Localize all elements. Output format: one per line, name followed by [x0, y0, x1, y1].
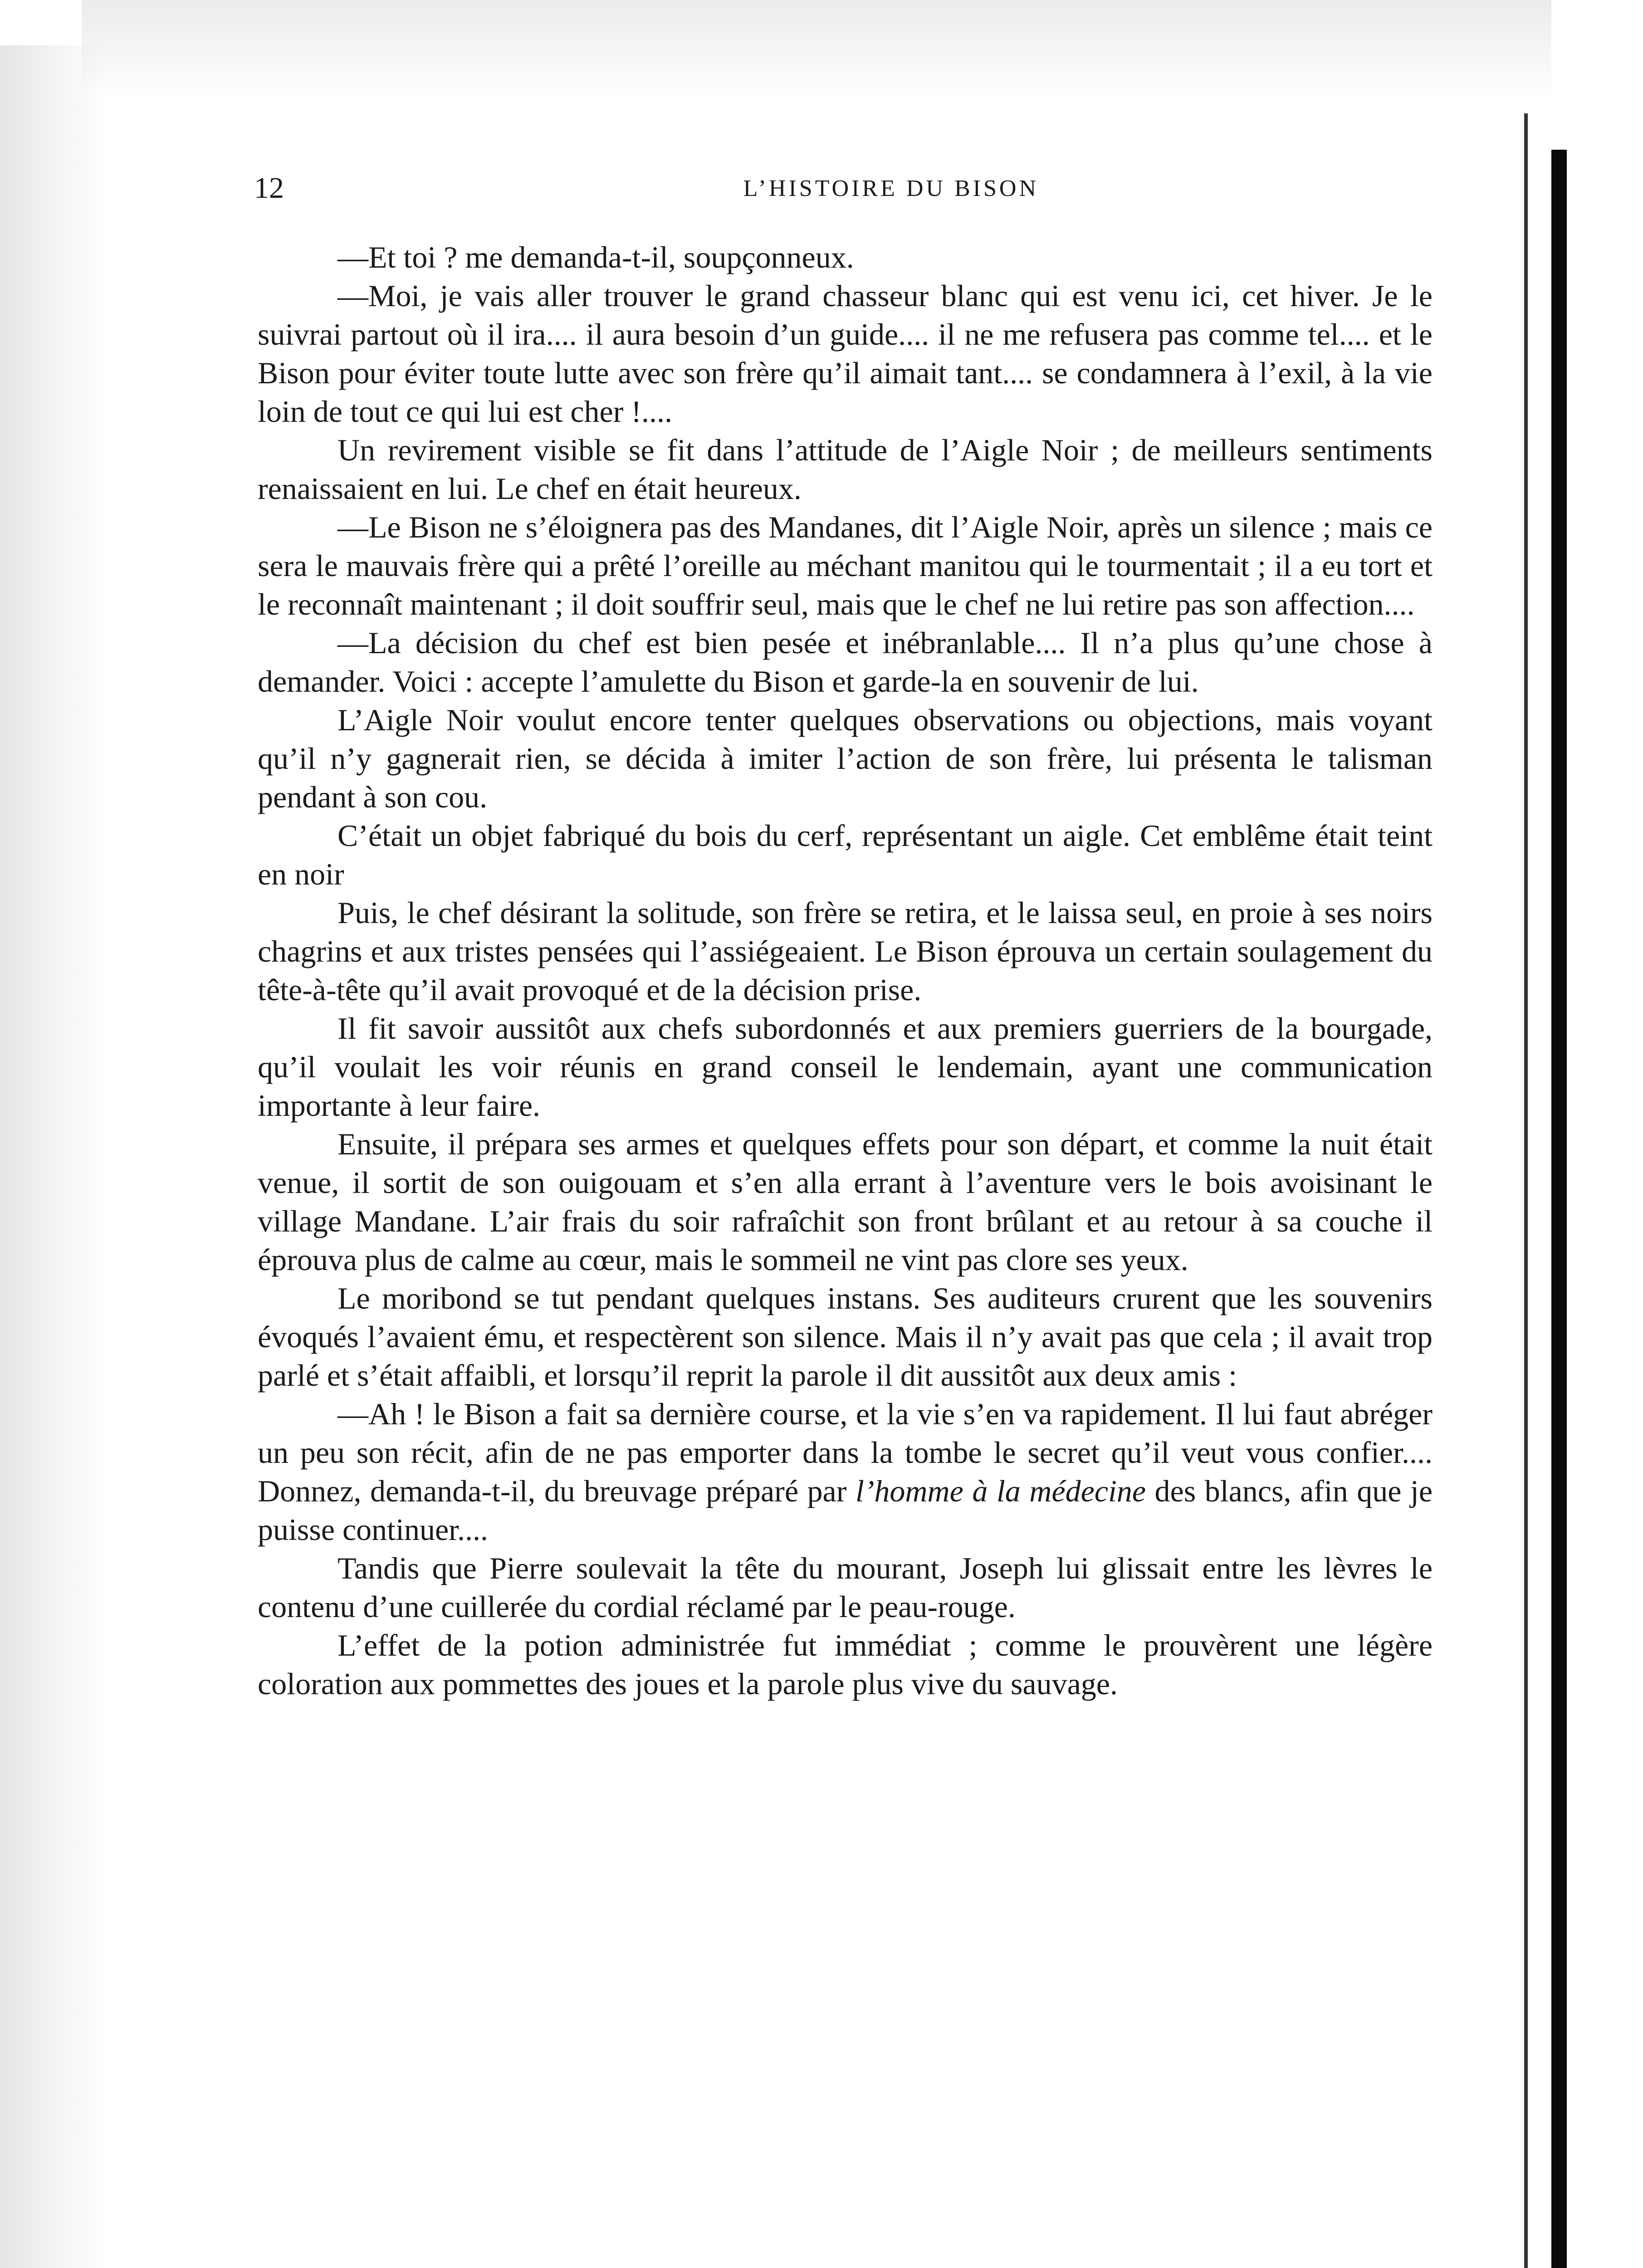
paragraph: Le moribond se tut pendant quelques instans. Ses auditeurs crurent que les souvenirs évoqués l’avaient ému, et respectèrent son silence. Mais il n’y avait pas que cela ; il avait trop parlé et s’était affaibli, et lorsqu’il reprit la parole il dit aussitôt aux deux amis : [258, 1281, 1433, 1393]
paragraph: —Et toi ? me demanda-t-il, soupçonneux. [337, 240, 854, 274]
binding-edge [1551, 150, 1567, 2268]
page-edge-line [1524, 113, 1528, 2268]
paragraph: Il fit savoir aussitôt aux chefs subordonnés et aux premiers guerriers de la bourgade, qu’il voulait les voir réunis en grand conseil le lendemain, ayant une communication importante à leur faire. [258, 1011, 1433, 1123]
paragraph: C’était un objet fabriqué du bois du cerf, représentant un aigle. Cet emblême était teint en noir [258, 818, 1433, 891]
running-title: L’HISTOIRE DU BISON [743, 175, 1039, 201]
paragraph: Un revirement visible se fit dans l’attitude de l’Aigle Noir ; de meilleurs sentiments renaissaient en lui. Le chef en était heureux. [258, 433, 1433, 506]
paragraph-text: des blancs, afin que je puisse continuer.... [258, 1474, 1433, 1547]
paragraph [258, 1395, 1433, 1549]
scan-shadow-left [0, 45, 104, 2268]
running-head [254, 168, 1093, 209]
paragraph-text: —Ah ! le Bison a fait sa dernière course, et la vie s’en va rapidement. Il lui faut abréger un peu son récit, afin de ne pas emporter dans la tombe le secret qu’il veut vous confier.... Donnez, demanda-t-il, du breuvage préparé par [258, 1397, 1433, 1508]
paragraph: L’effet de la potion administrée fut immédiat ; comme le prouvèrent une légère coloration aux pommettes des joues et la parole plus vive du sauvage. [258, 1628, 1433, 1701]
paragraph: Tandis que Pierre soulevait la tête du mourant, Joseph lui glissait entre les lèvres le contenu d’une cuillerée du cordial réclamé par le peau-rouge. [258, 1551, 1433, 1624]
page-number: 12 [254, 171, 284, 205]
paragraph: L’Aigle Noir voulut encore tenter quelques observations ou objections, mais voyant qu’il n’y gagnerait rien, se décida à imiter l’action de son frère, lui présenta le talisman pendant à son cou. [258, 703, 1433, 814]
paragraph: —Le Bison ne s’éloignera pas des Mandanes, dit l’Aigle Noir, après un silence ; mais ce sera le mauvais frère qui a prêté l’oreille au méchant manitou qui le tourmentait ; il a eu tort et le reconnaît maintenant ; il doit souffrir seul, mais que le chef ne lui retire pas son affection.... [258, 510, 1433, 621]
paragraph: Puis, le chef désirant la solitude, son frère se retira, et le laissa seul, en proie à ses noirs chagrins et aux tristes pensées qui l’assiégeaient. Le Bison éprouva un certain soulagement du tête-à-tête qu’il avait provoqué et de la décision prise. [258, 895, 1433, 1007]
paragraph: —La décision du chef est bien pesée et inébranlable.... Il n’a plus qu’une chose à demander. Voici : accepte l’amulette du Bison et garde-la en souvenir de lui. [258, 626, 1433, 699]
body-text [258, 238, 1433, 1703]
italic-phrase: l’homme à la médecine [855, 1474, 1146, 1508]
paragraph: Ensuite, il prépara ses armes et quelques effets pour son départ, et comme la nuit était venue, il sortit de son ouigouam et s’en alla errant à l’aventure vers le bois avoisinant le village Mandane. L’air frais du soir rafraîchit son front brûlant et au retour à sa couche il éprouva plus de calme au cœur, mais le sommeil ne vint pas clore ses yeux. [258, 1127, 1433, 1277]
paragraph: —Moi, je vais aller trouver le grand chasseur blanc qui est venu ici, cet hiver. Je le suivrai partout où il ira.... il aura besoin d’un guide.... il ne me refusera pas comme tel.... et le Bison pour éviter toute lutte avec son frère qu’il aimait tant.... se condamnera à l’exil, à la vie loin de tout ce qui lui est cher !.... [258, 279, 1433, 429]
scan-shadow-top [82, 0, 1551, 100]
